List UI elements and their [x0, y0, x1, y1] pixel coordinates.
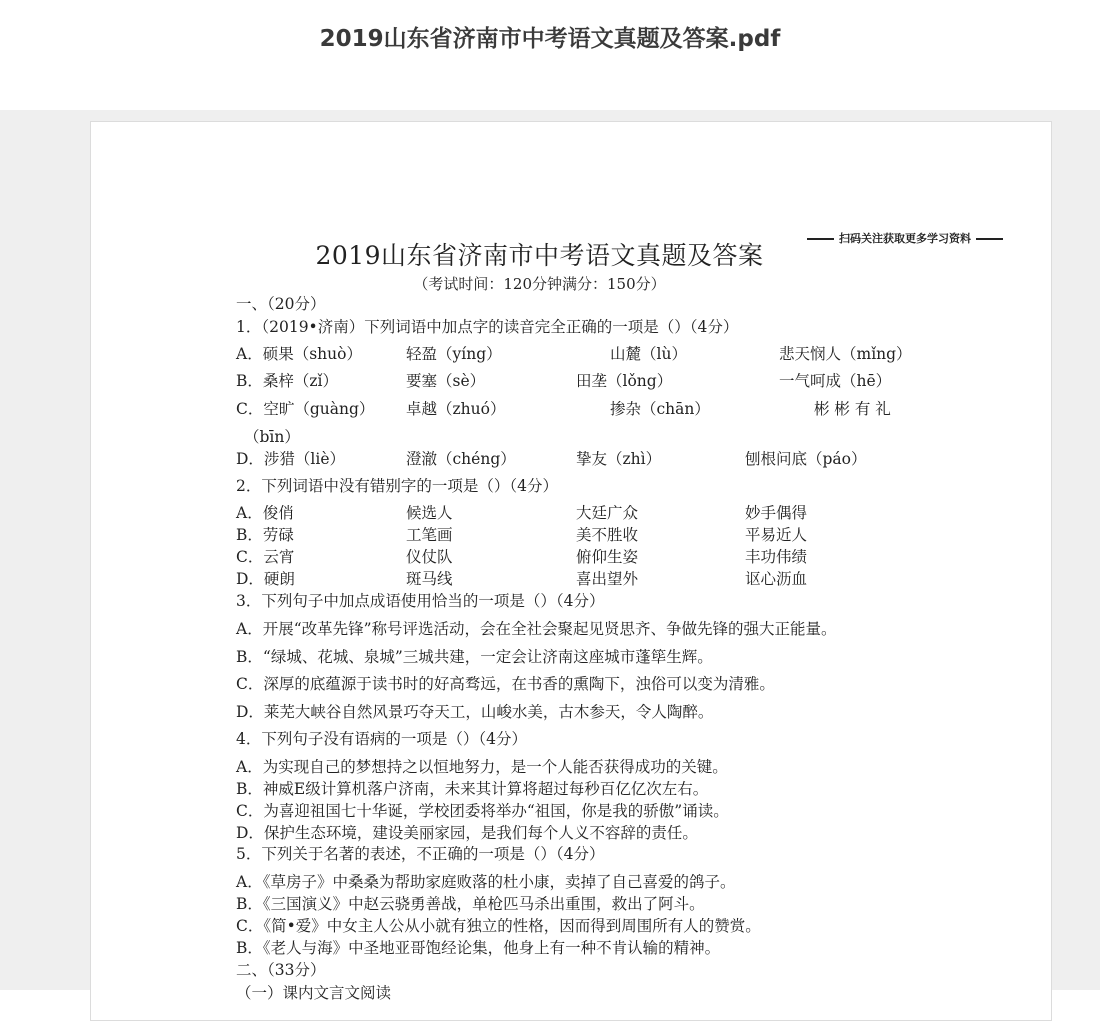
- subsection-heading: （一）课内文言文阅读: [236, 984, 392, 1002]
- option-cell: 斑马线: [406, 570, 453, 588]
- option-cell: 大廷广众: [576, 504, 639, 522]
- option-cell: 喜出望外: [576, 570, 639, 588]
- wrapped-text: （bīn）: [244, 428, 300, 446]
- option-d: D．莱芜大峡谷自然风景巧夺天工，山峻水美，古木参天，令人陶醉。: [236, 703, 714, 721]
- option-cell: 澄澈（chéng）: [406, 450, 516, 468]
- section-heading: 二、（33分）: [236, 961, 326, 979]
- document-canvas[interactable]: [0, 110, 1100, 1002]
- option-c: C．深厚的底蕴源于读书时的好高骛远，在书香的熏陶下，浊俗可以变为清雅。: [236, 675, 775, 693]
- option-cell: 俯仰生姿: [576, 548, 639, 566]
- file-title: 2019山东省济南市中考语文真题及答案.pdf: [319, 26, 781, 52]
- option-cell: 悲天悯人（mǐng）: [779, 345, 912, 363]
- option-cell: 彬 彬 有 礼: [814, 400, 891, 418]
- option-a: A．开展“改革先锋”称号评选活动，会在全社会聚起见贤思齐、争做先锋的强大正能量。: [236, 620, 837, 638]
- question-4: 4．下列句子没有语病的一项是（）（4分）: [236, 730, 527, 748]
- option-cell: 轻盈（yíng）: [406, 345, 502, 363]
- document-title: 2019山东省济南市中考语文真题及答案: [315, 241, 764, 270]
- option-cell: 掺杂（chān）: [610, 400, 710, 418]
- option-cell: 妙手偶得: [745, 504, 808, 522]
- option-a: A．《草房子》中桑桑为帮助家庭败落的杜小康，卖掉了自己喜爱的鸽子。: [236, 873, 736, 891]
- option-cell: C．云宵: [236, 548, 295, 566]
- option-cell: B．桑梓（zǐ）: [236, 372, 339, 390]
- option-cell: 丰功伟绩: [745, 548, 808, 566]
- section-heading: 一、（20分）: [236, 295, 326, 313]
- question-3: 3．下列句子中加点成语使用恰当的一项是（）（4分）: [236, 592, 605, 610]
- option-cell: 平易近人: [745, 526, 808, 544]
- option-b: B．神威E级计算机落户济南，未来其计算将超过每秒百亿亿次左右。: [236, 780, 709, 798]
- option-a: A．为实现自己的梦想持之以恒地努力，是一个人能否获得成功的关键。: [236, 758, 728, 776]
- option-d: B．《老人与海》中圣地亚哥饱经论集，他身上有一种不肯认输的精神。: [236, 939, 721, 957]
- option-cell: 要塞（sè）: [406, 372, 486, 390]
- option-d: D．保护生态环境，建设美丽家园，是我们每个人义不容辞的责任。: [236, 824, 698, 842]
- option-cell: 卓越（zhuó）: [406, 400, 506, 418]
- option-cell: A．硕果（shuò）: [236, 345, 362, 363]
- option-c: C．《简•爱》中女主人公从小就有独立的性格，因而得到周围所有人的赞赏。: [236, 917, 761, 935]
- option-b: B．“绿城、花城、泉城”三城共建，一定会让济南这座城市蓬筚生辉。: [236, 648, 713, 666]
- option-cell: 挚友（zhì）: [576, 450, 662, 468]
- option-c: C．为喜迎祖国七十华诞，学校团委将举办“祖国，你是我的骄傲”诵读。: [236, 802, 729, 820]
- option-cell: 刨根问底（páo）: [745, 450, 867, 468]
- option-b: B．《三国演义》中赵云骁勇善战，单枪匹马杀出重围，救出了阿斗。: [236, 895, 705, 913]
- option-cell: 美不胜收: [576, 526, 639, 544]
- option-cell: 田垄（lǒng）: [576, 372, 673, 390]
- question-1: 1．（2019•济南）下列词语中加点字的读音完全正确的一项是（）（4分）: [236, 318, 739, 336]
- option-cell: D．涉猎（liè）: [236, 450, 346, 468]
- option-cell: 候选人: [406, 504, 453, 522]
- option-cell: 工笔画: [406, 526, 453, 544]
- banner-text: 扫码关注获取更多学习资料: [839, 232, 971, 245]
- question-5: 5．下列关于名著的表述，不正确的一项是（）（4分）: [236, 845, 605, 863]
- option-cell: C．空旷（guàng）: [236, 400, 375, 418]
- option-cell: 仪仗队: [406, 548, 453, 566]
- option-cell: 山麓（lù）: [610, 345, 687, 363]
- option-cell: 讴心沥血: [745, 570, 808, 588]
- pdf-page: [90, 121, 1052, 1021]
- viewer-header: [0, 0, 1100, 110]
- option-cell: B．劳碌: [236, 526, 294, 544]
- option-cell: A．俊俏: [236, 504, 294, 522]
- document-subtitle: （考试时间：120分钟满分：150分）: [413, 275, 666, 293]
- option-cell: 一气呵成（hē）: [779, 372, 892, 390]
- option-cell: D．硬朗: [236, 570, 295, 588]
- question-2: 2．下列词语中没有错别字的一项是（）（4分）: [236, 477, 558, 495]
